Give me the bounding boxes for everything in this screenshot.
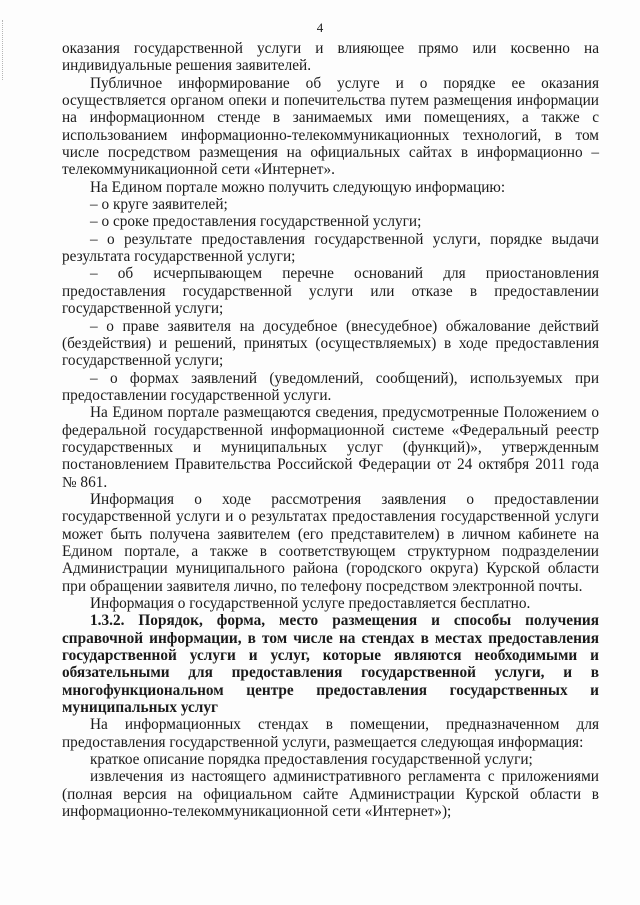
paragraph: Публичное информирование об услуге и о порядке ее оказания осуществляется органом опеки и попечительства путем размещения информации на информационном стенде в занимаемых ими помещениях, а также с использованием информационно-телекоммуникационных технологий, в том числе посредством размещения на официальных сайтах в информационно – телекоммуникационной сети «Интернет». <box>62 74 599 179</box>
section-heading: 1.3.2. Порядок, форма, место размещения и способы получения справочной информации, в том числе на стендах в местах предоставления государственной услуги и услуг, которые являются необходимыми и обязательными для предоставления государственной услуги, и в многофункциональном центре предоставления государственных и муниципальных услуг <box>62 612 599 717</box>
paragraph: На информационных стендах в помещении, предназначенном для предоставления государственной услуги, размещается следующая информация: <box>62 716 599 751</box>
list-item: – о формах заявлений (уведомлений, сообщений), используемых при предоставлении государственной услуги. <box>62 369 599 404</box>
list-item: – о праве заявителя на досудебное (внесудебное) обжалование действий (бездействия) и решений, принятых (осуществляемых) в ходе предоставления государственной услуги; <box>62 317 599 370</box>
paragraph: Информация о ходе рассмотрения заявления о предоставлении государственной услуги и о результатах предоставления государственной услуги может быть получена заявителем (его представителем) в личном кабинете на Едином портале, а также в соответствующем структурном подразделении Администрации муниципального района (городского округа) Курской области при обращении заявителя лично, по телефону посредством электронной почты. <box>62 490 599 595</box>
paragraph: На Едином портале размещаются сведения, предусмотренные Положением о федеральной государственной информационной системе «Федеральный реестр государственных и муниципальных услуг (функций)», утвержденным постановлением Правительства Российской Федерации от 24 октября 2011 года № 861. <box>62 404 599 491</box>
document-body <box>62 40 599 820</box>
list-item: – о сроке предоставления государственной услуги; <box>90 213 422 231</box>
list-item: – о круге заявителей; <box>90 196 228 214</box>
page-number: 4 <box>316 20 324 35</box>
paragraph: извлечения из настоящего административного регламента с приложениями (полная версия на официальном сайте Администрации Курской области в информационно-телекоммуникационной сети «Интернет»); <box>62 768 599 821</box>
paragraph: На Едином портале можно получить следующую информацию: <box>90 178 506 196</box>
list-item: – об исчерпывающем перечне оснований для приостановления предоставления государственной услуги или отказе в предоставлении государственной услуги; <box>62 265 599 318</box>
paragraph: краткое описание порядка предоставления государственной услуги; <box>90 751 533 769</box>
paragraph: Информация о государственной услуге предоставляется бесплатно. <box>90 595 531 612</box>
paragraph: оказания государственной услуги и влияющее прямо или косвенно на индивидуальные решения заявителей. <box>62 40 599 75</box>
list-item: – о результате предоставления государственной услуги, порядке выдачи результата государственной услуги; <box>62 230 599 266</box>
